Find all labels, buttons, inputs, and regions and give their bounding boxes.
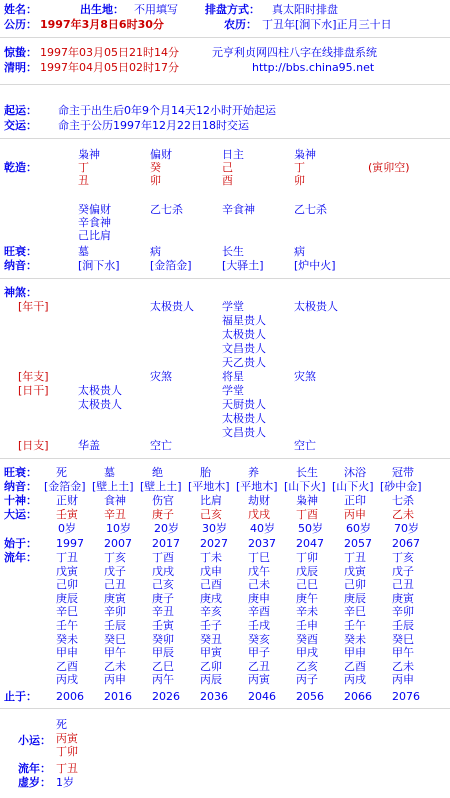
liunian-item: 辛巳 — [344, 605, 366, 619]
xiaoyun-top: 死 — [56, 718, 67, 731]
dayun-start-year: 2017 — [152, 537, 180, 550]
liunian-item: 己亥 — [152, 578, 174, 592]
method-value: 真太阳时排盘 — [272, 3, 338, 16]
liunian-item: 戊辰 — [296, 564, 318, 578]
dayun-nayin: [金箔金] — [44, 480, 86, 493]
shensha-item: 太极贵人 — [222, 328, 266, 341]
pillar-hidden-stem: 乙七杀 — [294, 203, 327, 216]
liunian-item: 己未 — [248, 578, 270, 592]
liunian-item: 壬辰 — [104, 619, 126, 632]
pillar-hidden-stem: 己比肩 — [78, 229, 111, 242]
dayun-age: 30岁 — [202, 522, 227, 535]
liunian-item: 庚辰 — [56, 591, 78, 605]
dayun-ganzhi: 壬寅 — [56, 508, 78, 521]
liunian-item: 辛卯 — [392, 605, 414, 619]
liunian-item: 乙亥 — [296, 659, 318, 673]
pillar-stem: 丁 — [78, 161, 89, 174]
liunian-item: 癸巳 — [104, 632, 126, 646]
xiaoyun-liunian-label: 流年： — [18, 762, 51, 775]
pillar-nayin: [炉中火] — [294, 259, 336, 272]
dayun-ganzhi: 己亥 — [200, 508, 222, 521]
dayun-end-year: 2066 — [344, 690, 372, 703]
liunian-item: 乙未 — [104, 659, 126, 673]
dayun-age: 10岁 — [106, 522, 131, 535]
pillar-wangshuai: 病 — [150, 245, 161, 258]
wangshuai-label: 旺衰： — [4, 245, 37, 258]
dayun-wangshuai: 沐浴 — [344, 466, 366, 479]
pillar-hidden-stem: 辛食神 — [78, 216, 111, 229]
liunian-item: 己酉 — [200, 578, 222, 592]
liunian-item: 甲寅 — [200, 646, 222, 660]
liunian-item: 庚午 — [296, 591, 318, 605]
dayun-shishen: 伤官 — [152, 494, 174, 507]
xusui-value: 1岁 — [56, 776, 74, 789]
liunian-item: 乙酉 — [56, 659, 78, 673]
dayun-nayin-label: 纳音： — [4, 480, 37, 493]
dayun-wangshuai: 冠带 — [392, 466, 414, 479]
gregorian-label: 公历： — [4, 18, 37, 31]
pillar-god: 枭神 — [294, 148, 316, 161]
pillar-wangshuai: 墓 — [78, 245, 89, 258]
dayun-wangshuai: 养 — [248, 466, 259, 479]
liunian-item: 壬午 — [56, 619, 78, 632]
liunian-item: 甲戌 — [296, 646, 318, 660]
liunian-item: 辛巳 — [56, 605, 78, 619]
liunian-item: 壬申 — [296, 619, 318, 632]
liunian-item: 丙戌 — [56, 673, 78, 687]
liunian-item: 甲申 — [344, 646, 366, 660]
liunian-item: 癸丑 — [200, 632, 222, 646]
pillar-branch: 酉 — [222, 174, 233, 187]
dayun-age: 40岁 — [250, 522, 275, 535]
dayun-nayin: [壁上土] — [140, 480, 182, 493]
dayun-wangshuai: 死 — [56, 466, 67, 479]
qiyun-label: 起运： — [4, 104, 37, 117]
dayun-shishen: 枭神 — [296, 494, 318, 507]
dayun-end-year: 2056 — [296, 690, 324, 703]
liunian-label: 流年： — [4, 551, 37, 564]
dayun-age: 50岁 — [298, 522, 323, 535]
liunian-item: 辛卯 — [104, 605, 126, 619]
divider — [0, 37, 450, 38]
dayun-nayin: [砂中金] — [380, 480, 422, 493]
liunian-item: 戊午 — [248, 564, 270, 578]
liunian-item: 乙巳 — [152, 659, 174, 673]
liunian-item: 壬子 — [200, 619, 222, 632]
pillar-hidden-stem: 辛食神 — [222, 203, 255, 216]
shensha-item: 太极贵人 — [78, 384, 122, 397]
shishen-label: 十神： — [4, 494, 37, 507]
dayun-start-year: 2057 — [344, 537, 372, 550]
liunian-item: 丁卯 — [296, 551, 318, 564]
dayun-nayin: [壁上土] — [92, 480, 134, 493]
dayun-shishen: 劫财 — [248, 494, 270, 507]
dayun-start-year: 2067 — [392, 537, 420, 550]
xusui-label: 虚岁： — [18, 776, 51, 789]
jiaoyun-label: 交运： — [4, 119, 37, 132]
pillar-stem: 丁 — [294, 161, 305, 174]
ri-zhi-label: [日支] — [18, 439, 49, 452]
liunian-item: 丙申 — [392, 673, 414, 687]
liunian-item: 乙丑 — [248, 659, 270, 673]
start-label: 始于： — [4, 537, 37, 550]
liunian-item: 戊子 — [104, 564, 126, 578]
shensha-item: 空亡 — [150, 439, 172, 452]
dayun-start-year: 2047 — [296, 537, 324, 550]
divider — [0, 708, 450, 709]
kong-value: (寅卯空) — [368, 161, 410, 174]
shensha-item: 学堂 — [222, 384, 244, 397]
shensha-item: 太极贵人 — [294, 300, 338, 313]
dayun-wangshuai: 绝 — [152, 466, 163, 479]
birthplace-value: 不用填写 — [134, 3, 178, 16]
liunian-item: 庚子 — [152, 591, 174, 605]
pillar-god: 偏财 — [150, 148, 172, 161]
ri-gan-label: [日干] — [18, 384, 49, 397]
liunian-item: 庚戌 — [200, 591, 222, 605]
xiaoyun-value-2: 丁卯 — [56, 745, 78, 758]
dayun-start-year: 2027 — [200, 537, 228, 550]
dayun-start-year: 2007 — [104, 537, 132, 550]
qiyun-value: 命主于出生后0年9个月14天12小时开始起运 — [58, 104, 276, 117]
end-label: 止于： — [4, 690, 37, 703]
pillar-branch: 卯 — [294, 174, 305, 187]
dayun-ganzhi: 辛丑 — [104, 508, 126, 521]
liunian-item: 己卯 — [56, 578, 78, 592]
dayun-label: 大运： — [4, 508, 37, 521]
shensha-title: 神煞： — [4, 286, 37, 299]
lunar-value: 丁丑年[涧下水]正月三十日 — [262, 18, 392, 31]
dayun-nayin: [平地木] — [236, 480, 278, 493]
xiaoyun-liunian-value: 丁丑 — [56, 762, 78, 775]
shensha-item: 文昌贵人 — [222, 342, 266, 355]
liunian-item: 癸卯 — [152, 632, 174, 646]
pillar-branch: 丑 — [78, 174, 89, 187]
liunian-item: 戊寅 — [56, 564, 78, 578]
jiaoyun-value: 命主于公历1997年12月22日18时交运 — [58, 119, 249, 132]
pillar-hidden-stem: 乙七杀 — [150, 203, 183, 216]
shensha-item: 天乙贵人 — [222, 356, 266, 369]
pillar-stem: 己 — [222, 161, 233, 174]
shensha-item: 太极贵人 — [78, 398, 122, 411]
liunian-item: 辛酉 — [248, 605, 270, 619]
qingming-value: 1997年04月05日02时17分 — [40, 61, 179, 74]
dayun-ganzhi: 乙未 — [392, 508, 414, 521]
xiaoyun-value-1: 丙寅 — [56, 732, 78, 745]
dayun-nayin: [山下火] — [332, 480, 374, 493]
liunian-item: 丁酉 — [152, 551, 174, 564]
dayun-ganzhi: 庚子 — [152, 508, 174, 521]
liunian-item: 庚辰 — [344, 591, 366, 605]
liunian-item: 壬辰 — [392, 619, 414, 632]
dayun-shishen: 比肩 — [200, 494, 222, 507]
shensha-item: 太极贵人 — [150, 300, 194, 313]
dayun-ganzhi: 戊戌 — [248, 508, 270, 521]
lunar-label: 农历： — [224, 18, 257, 31]
shensha-item: 文昌贵人 — [222, 426, 266, 439]
liunian-item: 丁亥 — [104, 551, 126, 564]
dayun-end-year: 2026 — [152, 690, 180, 703]
dayun-start-year: 1997 — [56, 537, 84, 550]
dayun-end-year: 2046 — [248, 690, 276, 703]
liunian-item: 丙辰 — [200, 673, 222, 687]
liunian-item: 庚寅 — [392, 591, 414, 605]
divider — [0, 84, 450, 85]
dayun-nayin: [平地木] — [188, 480, 230, 493]
liunian-item: 丁巳 — [248, 551, 270, 564]
pillar-hidden-stem: 癸偏财 — [78, 203, 111, 216]
pillar-branch: 卯 — [150, 174, 161, 187]
name-label: 姓名： — [4, 3, 37, 16]
dayun-start-year: 2037 — [248, 537, 276, 550]
dayun-shishen: 正财 — [56, 494, 78, 507]
liunian-item: 丁未 — [200, 551, 222, 564]
liunian-item: 乙酉 — [344, 659, 366, 673]
liunian-item: 甲子 — [248, 646, 270, 660]
liunian-item: 戊寅 — [344, 564, 366, 578]
qianzao-label: 乾造： — [4, 161, 37, 174]
liunian-item: 丁丑 — [56, 551, 78, 564]
divider — [0, 138, 450, 139]
divider — [0, 458, 450, 459]
shensha-item: 灾煞 — [150, 370, 172, 383]
system-name: 元亨利贞网四柱八字在线排盘系统 — [212, 46, 377, 59]
liunian-item: 丁丑 — [344, 551, 366, 564]
dayun-shishen: 七杀 — [392, 494, 414, 507]
liunian-item: 辛丑 — [152, 605, 174, 619]
dayun-age: 20岁 — [154, 522, 179, 535]
dayun-end-year: 2006 — [56, 690, 84, 703]
dayun-end-year: 2036 — [200, 690, 228, 703]
liunian-item: 乙未 — [392, 659, 414, 673]
pillar-nayin: [金箔金] — [150, 259, 192, 272]
method-label: 排盘方式： — [205, 3, 260, 16]
liunian-item: 戊申 — [200, 564, 222, 578]
nian-zhi-label: [年支] — [18, 370, 49, 383]
liunian-item: 庚寅 — [104, 591, 126, 605]
dayun-end-year: 2076 — [392, 690, 420, 703]
liunian-item: 癸巳 — [392, 632, 414, 646]
dayun-shishen: 食神 — [104, 494, 126, 507]
liunian-item: 壬寅 — [152, 619, 174, 632]
liunian-item: 壬戌 — [248, 619, 270, 632]
shensha-item: 学堂 — [222, 300, 244, 313]
dayun-age: 70岁 — [394, 522, 419, 535]
liunian-item: 癸未 — [344, 632, 366, 646]
divider — [0, 278, 450, 279]
gregorian-value: 1997年3月8日6时30分 — [40, 18, 164, 31]
dayun-age: 0岁 — [58, 522, 76, 535]
qingming-label: 清明： — [4, 61, 37, 74]
liunian-item: 辛亥 — [200, 605, 222, 619]
liunian-item: 壬午 — [344, 619, 366, 632]
liunian-item: 癸未 — [56, 632, 78, 646]
liunian-item: 戊戌 — [152, 564, 174, 578]
nayin-label: 纳音： — [4, 259, 37, 272]
shensha-item: 将星 — [222, 370, 244, 383]
liunian-item: 丙申 — [104, 673, 126, 687]
pillar-god: 枭神 — [78, 148, 100, 161]
liunian-item: 癸亥 — [248, 632, 270, 646]
dayun-shishen: 正印 — [344, 494, 366, 507]
jingzhe-label: 惊蛰： — [4, 46, 37, 59]
liunian-item: 甲午 — [104, 646, 126, 660]
liunian-item: 丙寅 — [248, 673, 270, 687]
liunian-item: 己丑 — [392, 578, 414, 592]
liunian-item: 甲午 — [392, 646, 414, 660]
pillar-wangshuai: 长生 — [222, 245, 244, 258]
pillar-god: 日主 — [222, 148, 244, 161]
site-url-link[interactable]: http://bbs.china95.net — [252, 61, 375, 74]
dayun-nayin: [山下火] — [284, 480, 326, 493]
liunian-item: 甲申 — [56, 646, 78, 660]
liunian-item: 己卯 — [344, 578, 366, 592]
liunian-item: 癸酉 — [296, 632, 318, 646]
shensha-item: 空亡 — [294, 439, 316, 452]
liunian-item: 乙卯 — [200, 659, 222, 673]
birthplace-label: 出生地： — [80, 3, 124, 16]
dayun-end-year: 2016 — [104, 690, 132, 703]
dayun-wangshuai: 墓 — [104, 466, 115, 479]
dayun-age: 60岁 — [346, 522, 371, 535]
nian-gan-label: [年干] — [18, 300, 49, 313]
dayun-ganzhi: 丙申 — [344, 508, 366, 521]
liunian-item: 丙子 — [296, 673, 318, 687]
liunian-item: 丙戌 — [344, 673, 366, 687]
shensha-item: 灾煞 — [294, 370, 316, 383]
shensha-item: 太极贵人 — [222, 412, 266, 425]
dayun-wangshuai: 胎 — [200, 466, 211, 479]
liunian-item: 甲辰 — [152, 646, 174, 660]
dayun-ganzhi: 丁酉 — [296, 508, 318, 521]
liunian-item: 辛未 — [296, 605, 318, 619]
dayun-wangshuai: 长生 — [296, 466, 318, 479]
liunian-item: 己巳 — [296, 578, 318, 592]
pillar-nayin: [涧下水] — [78, 259, 120, 272]
liunian-item: 戊子 — [392, 564, 414, 578]
pillar-wangshuai: 病 — [294, 245, 305, 258]
shensha-item: 华盖 — [78, 439, 100, 452]
liunian-item: 丁亥 — [392, 551, 414, 564]
liunian-item: 庚申 — [248, 591, 270, 605]
dayun-wangshuai-label: 旺衰： — [4, 466, 37, 479]
jingzhe-value: 1997年03月05日21时14分 — [40, 46, 179, 59]
shensha-item: 福星贵人 — [222, 314, 266, 327]
liunian-item: 己丑 — [104, 578, 126, 592]
shensha-item: 天厨贵人 — [222, 398, 266, 411]
pillar-stem: 癸 — [150, 161, 161, 174]
liunian-item: 丙午 — [152, 673, 174, 687]
xiaoyun-label: 小运： — [18, 734, 51, 747]
pillar-nayin: [大驿土] — [222, 259, 264, 272]
